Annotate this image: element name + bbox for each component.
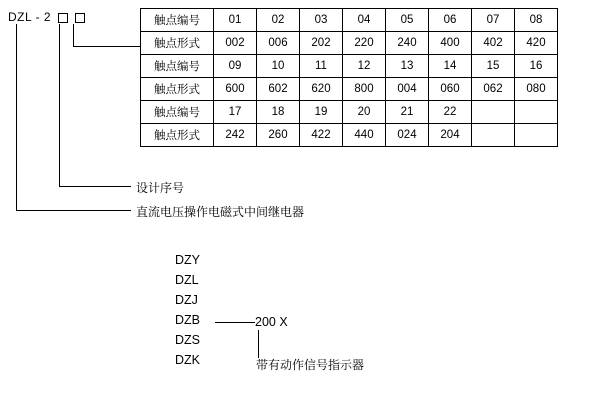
table-cell: 22 <box>429 101 472 124</box>
indicator-note-label: 带有动作信号指示器 <box>256 358 365 372</box>
table-cell: 07 <box>472 9 515 32</box>
table-cell: 422 <box>300 124 343 147</box>
row-header: 触点形式 <box>141 78 214 101</box>
table-cell: 10 <box>257 55 300 78</box>
table-row <box>141 101 558 124</box>
table-cell <box>472 124 515 147</box>
table-cell: 04 <box>343 9 386 32</box>
contact-table <box>140 8 558 147</box>
table-row <box>141 78 558 101</box>
table-cell: 420 <box>515 32 558 55</box>
table-cell: 18 <box>257 101 300 124</box>
table-cell: 440 <box>343 124 386 147</box>
table-cell: 15 <box>472 55 515 78</box>
table-cell: 16 <box>515 55 558 78</box>
list-item: DZB <box>175 313 200 327</box>
table-cell: 402 <box>472 32 515 55</box>
table-row <box>141 9 558 32</box>
table-row <box>141 124 558 147</box>
table-cell: 09 <box>214 55 257 78</box>
table-cell: 19 <box>300 101 343 124</box>
model-prefix: DZL <box>8 10 32 24</box>
design-sequence-label: 设计序号 <box>136 181 185 195</box>
series-list <box>175 250 200 370</box>
table-cell: 260 <box>257 124 300 147</box>
leader-line-contact-vertical <box>73 24 74 46</box>
table-cell: 11 <box>300 55 343 78</box>
leader-line-design-vertical <box>59 24 60 186</box>
table-cell: 202 <box>300 32 343 55</box>
model-number: 2 <box>43 10 52 24</box>
table-cell: 05 <box>386 9 429 32</box>
series-connector-line <box>215 322 255 323</box>
table-cell: 14 <box>429 55 472 78</box>
leader-line-product-horizontal <box>16 210 131 211</box>
table-cell: 400 <box>429 32 472 55</box>
table-cell: 602 <box>257 78 300 101</box>
table-row <box>141 32 558 55</box>
table-cell: 620 <box>300 78 343 101</box>
leader-line-product-vertical <box>16 24 17 210</box>
table-row <box>141 55 558 78</box>
leader-line-contact-horizontal <box>73 46 140 47</box>
table-cell: 02 <box>257 9 300 32</box>
table-cell: 240 <box>386 32 429 55</box>
list-item: DZJ <box>175 293 198 307</box>
model-code <box>8 10 85 24</box>
table-cell: 062 <box>472 78 515 101</box>
table-cell: 004 <box>386 78 429 101</box>
list-item: DZL <box>175 273 199 287</box>
table-cell: 12 <box>343 55 386 78</box>
table-cell: 060 <box>429 78 472 101</box>
table-cell: 242 <box>214 124 257 147</box>
table-cell: 03 <box>300 9 343 32</box>
table-cell: 800 <box>343 78 386 101</box>
table-cell: 024 <box>386 124 429 147</box>
table-cell: 600 <box>214 78 257 101</box>
model-blank-box-2 <box>75 13 85 23</box>
table-cell: 08 <box>515 9 558 32</box>
table-cell: 06 <box>429 9 472 32</box>
model-blank-box-1 <box>58 13 68 23</box>
row-header: 触点形式 <box>141 32 214 55</box>
table-cell: 080 <box>515 78 558 101</box>
table-cell: 002 <box>214 32 257 55</box>
row-header: 触点编号 <box>141 101 214 124</box>
table-cell <box>515 124 558 147</box>
row-header: 触点形式 <box>141 124 214 147</box>
list-item: DZK <box>175 353 200 367</box>
row-header: 触点编号 <box>141 55 214 78</box>
table-cell <box>515 101 558 124</box>
table-cell: 01 <box>214 9 257 32</box>
table-cell: 204 <box>429 124 472 147</box>
row-header: 触点编号 <box>141 9 214 32</box>
table-cell: 13 <box>386 55 429 78</box>
table-cell: 17 <box>214 101 257 124</box>
list-item: DZY <box>175 253 200 267</box>
table-cell: 220 <box>343 32 386 55</box>
table-cell: 21 <box>386 101 429 124</box>
leader-line-design-horizontal <box>59 186 131 187</box>
table-cell: 006 <box>257 32 300 55</box>
product-name-label: 直流电压操作电磁式中间继电器 <box>136 205 305 219</box>
table-cell: 20 <box>343 101 386 124</box>
model-dash: - <box>35 10 41 24</box>
table-cell <box>472 101 515 124</box>
list-item: DZS <box>175 333 200 347</box>
indicator-leader-line <box>258 330 259 358</box>
contact-table-wrap <box>140 8 558 147</box>
series-suffix-label: 200 X <box>255 315 288 329</box>
